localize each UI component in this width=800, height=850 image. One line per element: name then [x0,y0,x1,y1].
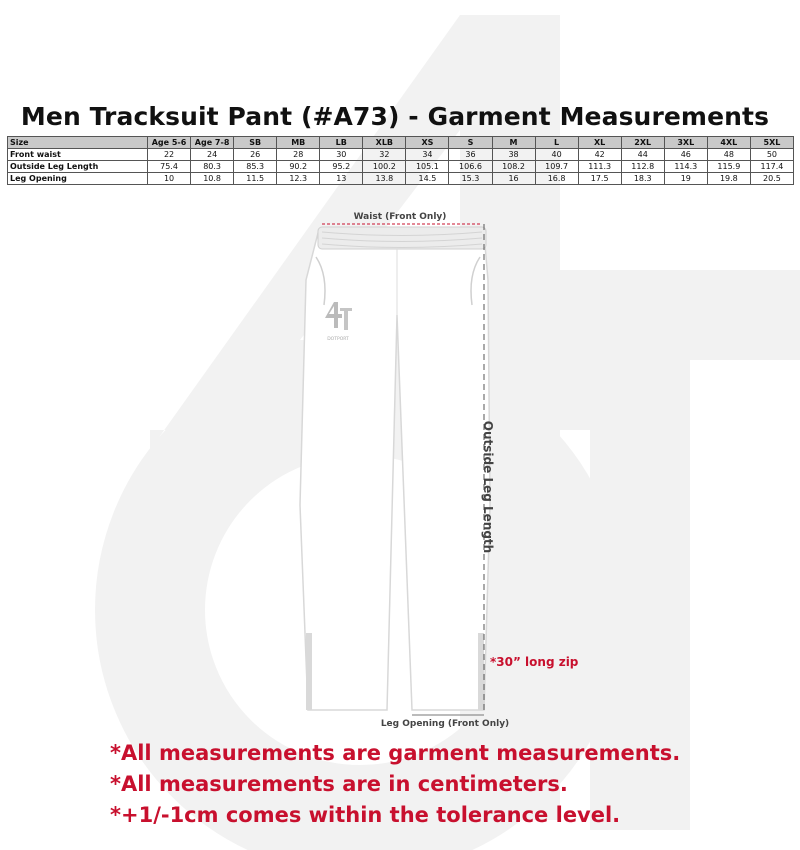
table-cell: 24 [191,149,234,161]
table-cell: 85.3 [234,161,277,173]
notes-list [110,738,680,831]
table-row [8,161,794,173]
table-cell: 114.3 [664,161,707,173]
table-header-cell: Size [8,137,148,149]
row-label: Outside Leg Length [8,161,148,173]
table-cell: 48 [707,149,750,161]
table-cell: 109.7 [535,161,578,173]
table-cell: 10.8 [191,173,234,185]
table-cell: 95.2 [320,161,363,173]
table-cell: 44 [621,149,664,161]
table-header-cell: 4XL [707,137,750,149]
note-line: *All measurements are garment measurements. [110,741,681,765]
table-header-cell: 3XL [664,137,707,149]
table-cell: 40 [535,149,578,161]
table-row [8,149,794,161]
table-cell: 106.6 [449,161,492,173]
table-header-row [8,137,794,149]
note-line: *All measurements are in centimeters. [110,772,568,796]
waist-label: Waist (Front Only) [353,212,447,222]
table-cell: 30 [320,149,363,161]
table-cell: 75.4 [148,161,191,173]
table-cell: 117.4 [750,161,793,173]
table-cell: 80.3 [191,161,234,173]
table-cell: 100.2 [363,161,406,173]
table-cell: 19 [664,173,707,185]
table-cell: 18.3 [621,173,664,185]
table-cell: 105.1 [406,161,449,173]
table-cell: 11.5 [234,173,277,185]
table-cell: 14.5 [406,173,449,185]
page-title: Men Tracksuit Pant (#A73) - Garment Measurements [20,102,770,131]
table-header-cell: Age 7-8 [191,137,234,149]
table-cell: 108.2 [492,161,535,173]
table-cell: 36 [449,149,492,161]
table-cell: 19.8 [707,173,750,185]
table-cell: 111.3 [578,161,621,173]
zip-stripe-left [306,633,312,710]
table-cell: 38 [492,149,535,161]
zip-stripe-right [478,633,484,710]
row-label: Leg Opening [8,173,148,185]
table-header-cell: 5XL [750,137,793,149]
table-header-cell: 2XL [621,137,664,149]
size-chart-table [7,136,794,185]
table-cell: 16.8 [535,173,578,185]
table-cell: 26 [234,149,277,161]
zip-note: *30” long zip [490,655,579,669]
table-header-cell: LB [320,137,363,149]
table-cell: 50 [750,149,793,161]
outside-leg-label: Outside Leg Length [481,420,495,554]
table-cell: 112.8 [621,161,664,173]
table-header-cell: M [492,137,535,149]
table-cell: 115.9 [707,161,750,173]
table-cell: 34 [406,149,449,161]
note-line: *+1/-1cm comes within the tolerance level. [110,803,621,827]
table-cell: 12.3 [277,173,320,185]
brand-logo-icon [322,298,354,346]
table-header-cell: Age 5-6 [148,137,191,149]
row-label: Front waist [8,149,148,161]
leg-opening-label: Leg Opening (Front Only) [380,719,510,729]
table-header-cell: MB [277,137,320,149]
table-header-cell: SB [234,137,277,149]
table-cell: 32 [363,149,406,161]
table-cell: 13 [320,173,363,185]
table-cell: 16 [492,173,535,185]
table-cell: 28 [277,149,320,161]
table-cell: 10 [148,173,191,185]
table-cell: 15.3 [449,173,492,185]
table-cell: 42 [578,149,621,161]
table-header-cell: L [535,137,578,149]
table-cell: 17.5 [578,173,621,185]
table-header-cell: XLB [363,137,406,149]
table-cell: 20.5 [750,173,793,185]
table-header-cell: XL [578,137,621,149]
table-cell: 13.8 [363,173,406,185]
table-cell: 22 [148,149,191,161]
table-cell: 46 [664,149,707,161]
svg-text:DOTPORT: DOTPORT [327,337,349,342]
table-cell: 90.2 [277,161,320,173]
table-row [8,173,794,185]
table-header-cell: S [449,137,492,149]
table-header-cell: XS [406,137,449,149]
